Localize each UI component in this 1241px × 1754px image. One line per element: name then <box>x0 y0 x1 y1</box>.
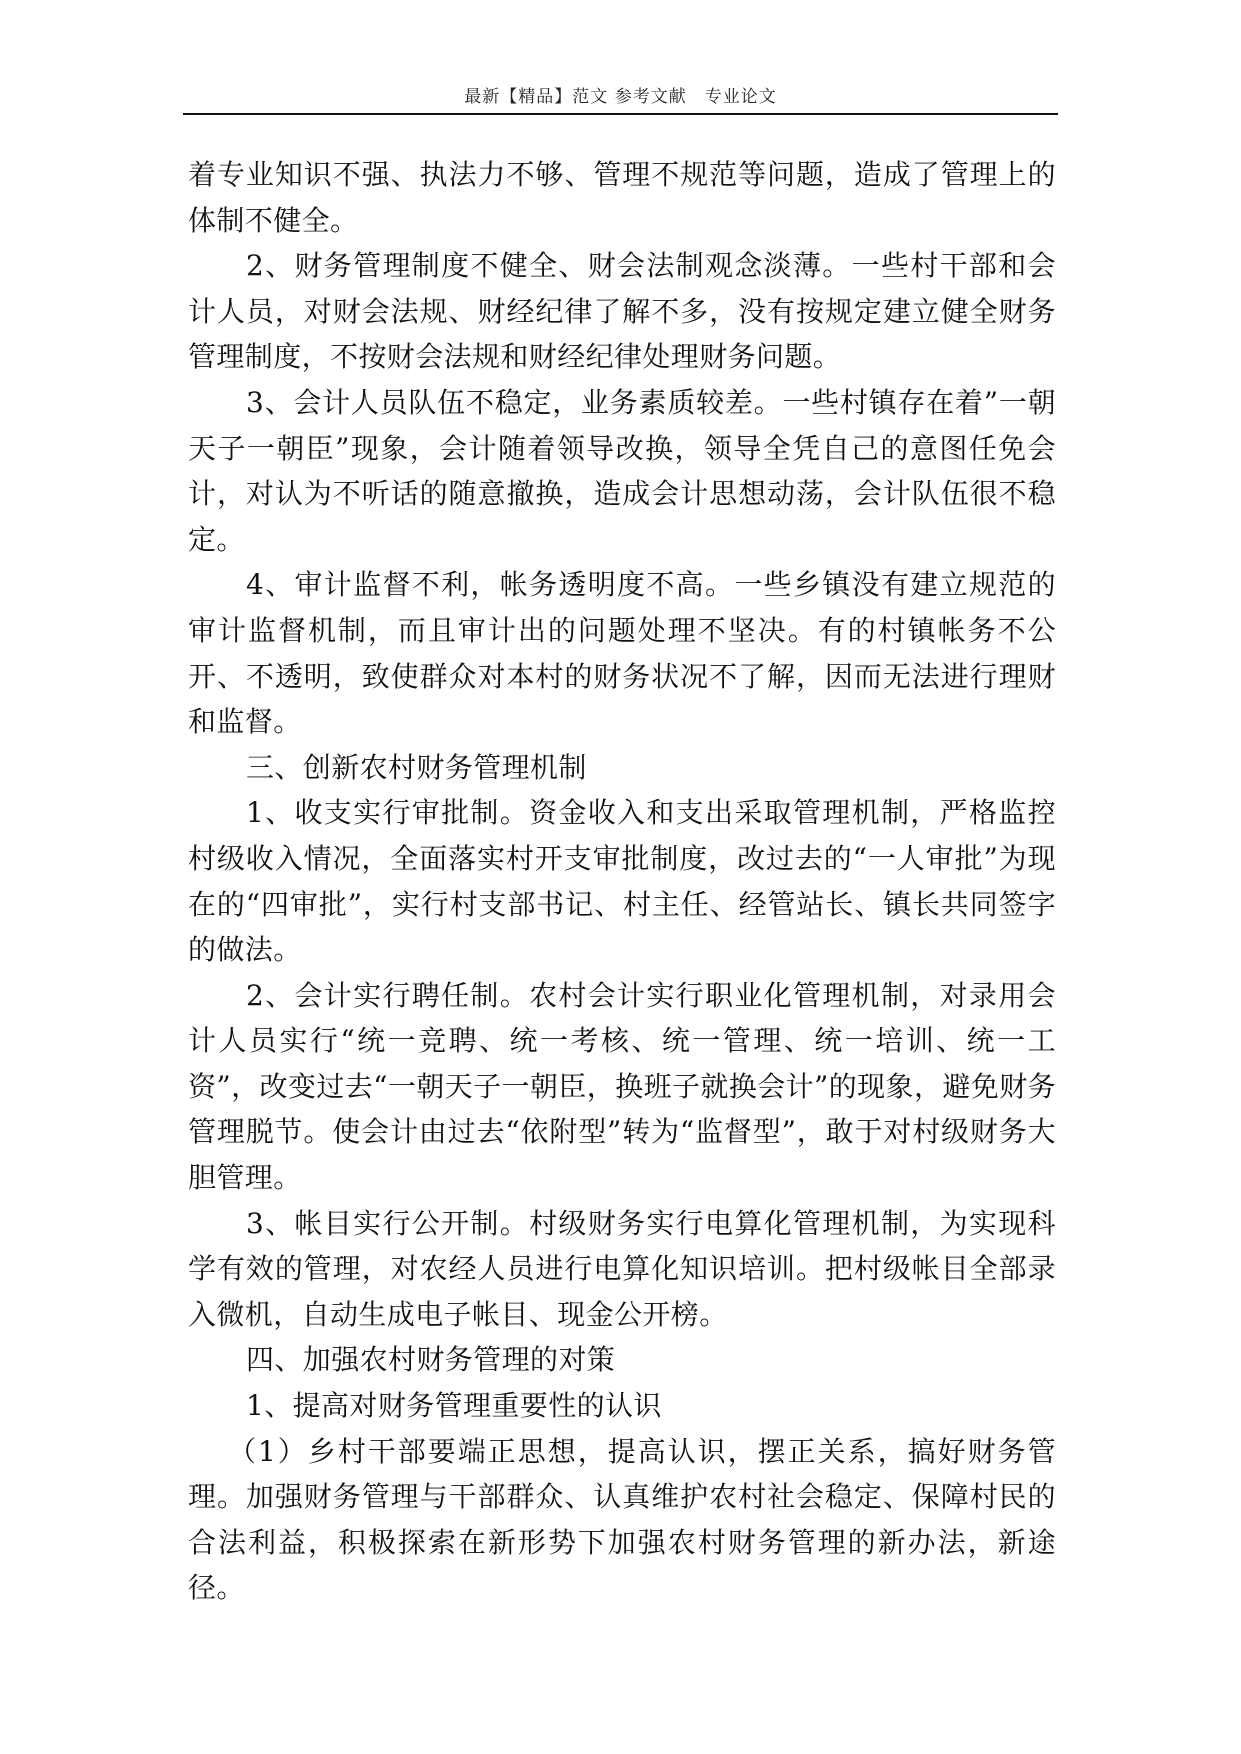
paragraph-item-3: 3、会计人员队伍不稳定，业务素质较差。一些村镇存在着”一朝天子一朝臣”现象，会计随着领导改换，领导全凭自己的意图任免会计，对认为不听话的随意撤换，造成会计思想动荡，会计队伍很不稳定。 <box>188 385 1056 556</box>
paragraph-section3-item-1: 1、收支实行审批制。资金收入和支出采取管理机制，严格监控村级收入情况，全面落实村开支审批制度，改过去的“一人审批”为现在的“四审批”，实行村支部书记、村主任、经管站长、镇长共同签字的做法。 <box>188 796 1056 967</box>
header-divider <box>183 113 1058 115</box>
document-body <box>188 152 1056 1611</box>
paragraph-item-4: 4、审计监督不利，帐务透明度不高。一些乡镇没有建立规范的审计监督机制，而且审计出的问题处理不坚决。有的村镇帐务不公开、不透明，致使群众对本村的财务状况不了解，因而无法进行理财和监督。 <box>188 568 1056 739</box>
paragraph-section3-item-2: 2、会计实行聘任制。农村会计实行职业化管理机制，对录用会计人员实行“统一竞聘、统一考核、统一管理、统一培训、统一工资”，改变过去“一朝天子一朝臣，换班子就换会计”的现象，避免财务管理脱节。使会计由过去“依附型”转为“监督型”，敢于对村级财务大胆管理。 <box>188 978 1056 1195</box>
paragraph-subsection-1-point-1: （1）乡村干部要端正思想，提高认识，摆正关系，搞好财务管理。加强财务管理与干部群众、认真维护农村社会稳定、保障村民的合法利益，积极探索在新形势下加强农村财务管理的新办法，新途径。 <box>188 1434 1056 1605</box>
paragraph-item-2: 2、财务管理制度不健全、财会法制观念淡薄。一些村干部和会计人员，对财会法规、财经纪律了解不多，没有按规定建立健全财务管理制度，不按财会法规和财经纪律处理财务问题。 <box>188 249 1056 374</box>
subsection-heading-1: 1、提高对财务管理重要性的认识 <box>246 1389 662 1423</box>
page-header: 最新【精品】范文 参考文献 专业论文 <box>464 87 777 107</box>
paragraph-section3-item-3: 3、帐目实行公开制。村级财务实行电算化管理机制，为实现科学有效的管理，对农经人员进行电算化知识培训。把村级帐目全部录入微机，自动生成电子帐目、现金公开榜。 <box>188 1206 1056 1331</box>
section-heading-3: 三、创新农村财务管理机制 <box>246 750 587 784</box>
paragraph-continuation: 着专业知识不强、执法力不够、管理不规范等问题，造成了管理上的体制不健全。 <box>188 158 1056 237</box>
section-heading-4: 四、加强农村财务管理的对策 <box>246 1343 616 1377</box>
